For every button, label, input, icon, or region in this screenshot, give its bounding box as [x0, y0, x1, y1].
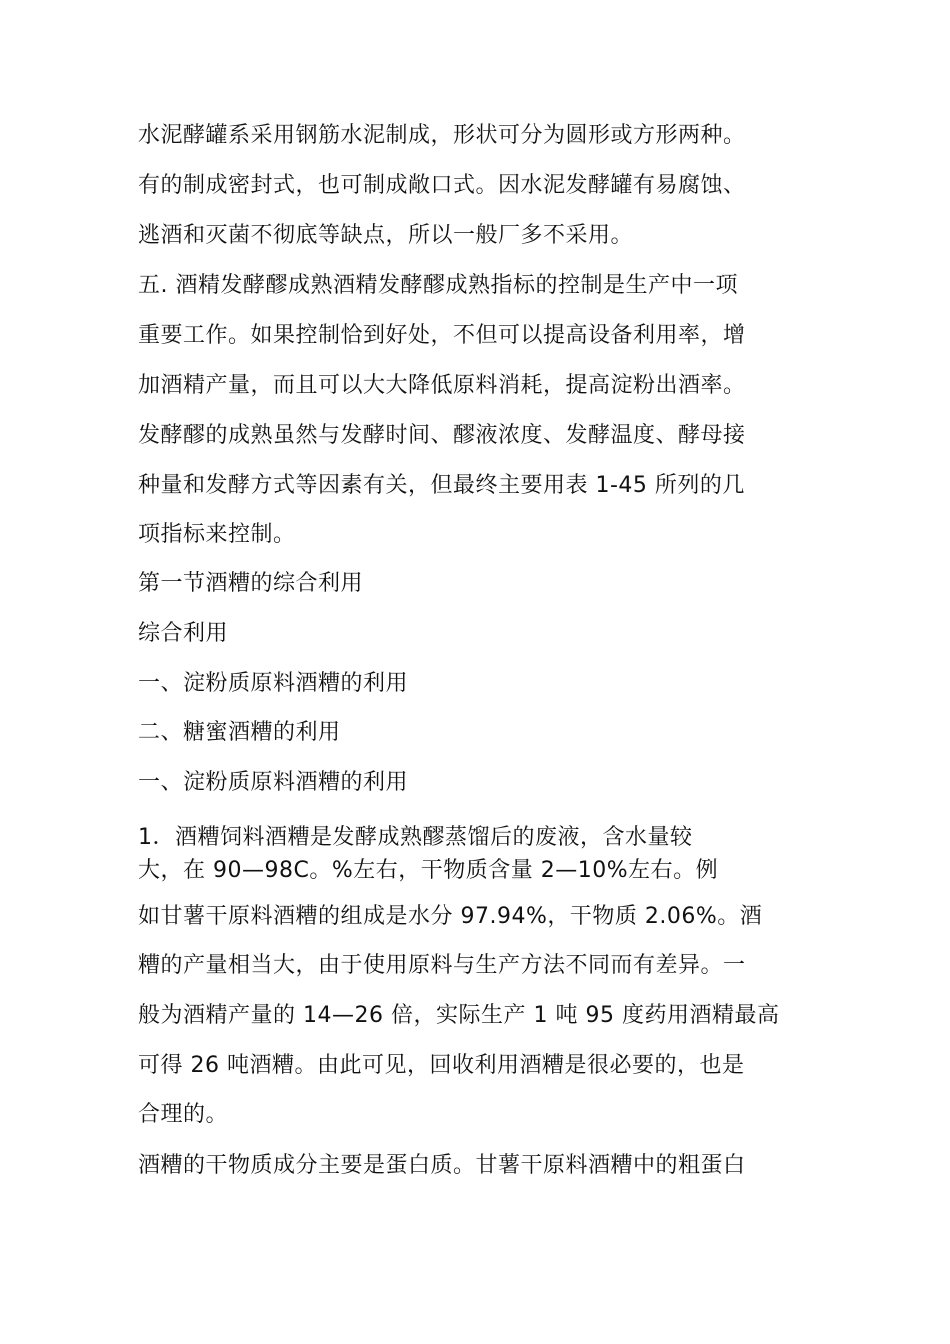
text-line: 1．酒糟饲料酒糟是发酵成熟醪蒸馏后的废液，含水量较	[138, 825, 693, 850]
text-line: 加酒精产量，而且可以大大降低原料消耗，提高淀粉出酒率。	[138, 373, 746, 398]
text-line: 合理的。	[138, 1102, 229, 1127]
text-line: 重要工作。如果控制恰到好处，不但可以提高设备利用率，增	[138, 323, 746, 348]
text-line: 有的制成密封式，也可制成敞口式。因水泥发酵罐有易腐蚀、	[138, 173, 746, 198]
text-line: 般为酒精产量的 14—26 倍，实际生产 1 吨 95 度药用酒精最高	[138, 1003, 780, 1028]
outline-item: 一、淀粉质原料酒糟的利用	[138, 770, 409, 795]
text-line: 逃酒和灭菌不彻底等缺点，所以一般厂多不采用。	[138, 223, 634, 248]
text-line: 大，在 90—98C。%左右，干物质含量 2—10%左右。例	[138, 858, 719, 883]
outline-item: 二、糖蜜酒糟的利用	[138, 720, 341, 745]
text-line: 发酵醪的成熟虽然与发酵时间、醪液浓度、发酵温度、酵母接	[138, 423, 746, 448]
text-line: 种量和发酵方式等因素有关，但最终主要用表 1-45 所列的几	[138, 473, 745, 498]
text-line: 项指标来控制。	[138, 522, 296, 547]
text-line: 如甘薯干原料酒糟的组成是水分 97.94%，干物质 2.06%。酒	[138, 904, 763, 929]
section-heading-line: 五. 酒精发酵醪成熟酒精发酵醪成熟指标的控制是生产中一项	[138, 273, 738, 298]
subsection-title: 综合利用	[138, 621, 229, 646]
text-line: 酒糟的干物质成分主要是蛋白质。甘薯干原料酒糟中的粗蛋白	[138, 1153, 746, 1178]
text-line: 糟的产量相当大，由于使用原料与生产方法不同而有差异。一	[138, 953, 746, 978]
text-line: 水泥酵罐系采用钢筋水泥制成，形状可分为圆形或方形两种。	[138, 123, 746, 148]
text-line: 可得 26 吨酒糟。由此可见，回收利用酒糟是很必要的，也是	[138, 1053, 745, 1078]
outline-item: 一、淀粉质原料酒糟的利用	[138, 671, 409, 696]
section-title: 第一节酒糟的综合利用	[138, 571, 364, 596]
